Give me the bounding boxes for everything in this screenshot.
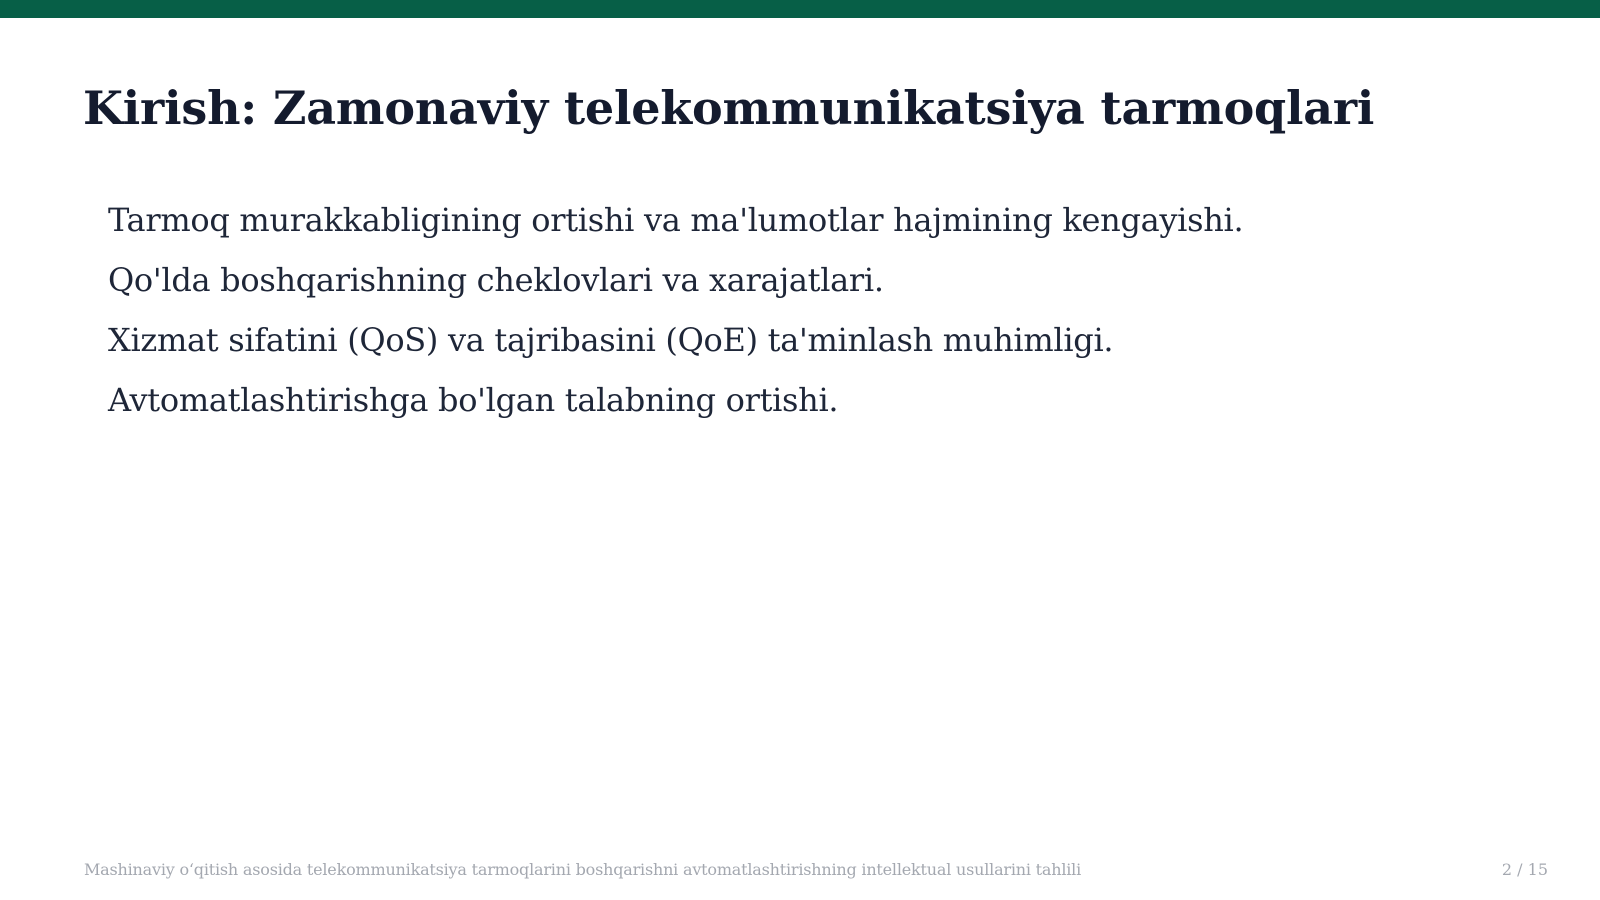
bullet-item: Xizmat sifatini (QoS) va tajribasini (QoE) ta'minlash muhimligi.: [108, 321, 1114, 359]
bullet-item: Tarmoq murakkabligining ortishi va ma'lumotlar hajmining kengayishi.: [108, 201, 1244, 239]
bullet-item: Avtomatlashtirishga bo'lgan talabning ortishi.: [108, 381, 839, 419]
page-number: 2 / 15: [1501, 860, 1548, 879]
bullet-item: Qo'lda boshqarishning cheklovlari va xarajatlari.: [108, 261, 884, 299]
bullet-list: [108, 190, 1243, 430]
slide-title: Kirish: Zamonaviy telekommunikatsiya tarmoqlari: [83, 81, 1375, 135]
accent-bar: [0, 0, 1600, 18]
footer-presentation-title: Mashinaviy o‘qitish asosida telekommunikatsiya tarmoqlarini boshqarishni avtomatlashtirishning intellektual usullarini tahlili: [84, 860, 1082, 879]
